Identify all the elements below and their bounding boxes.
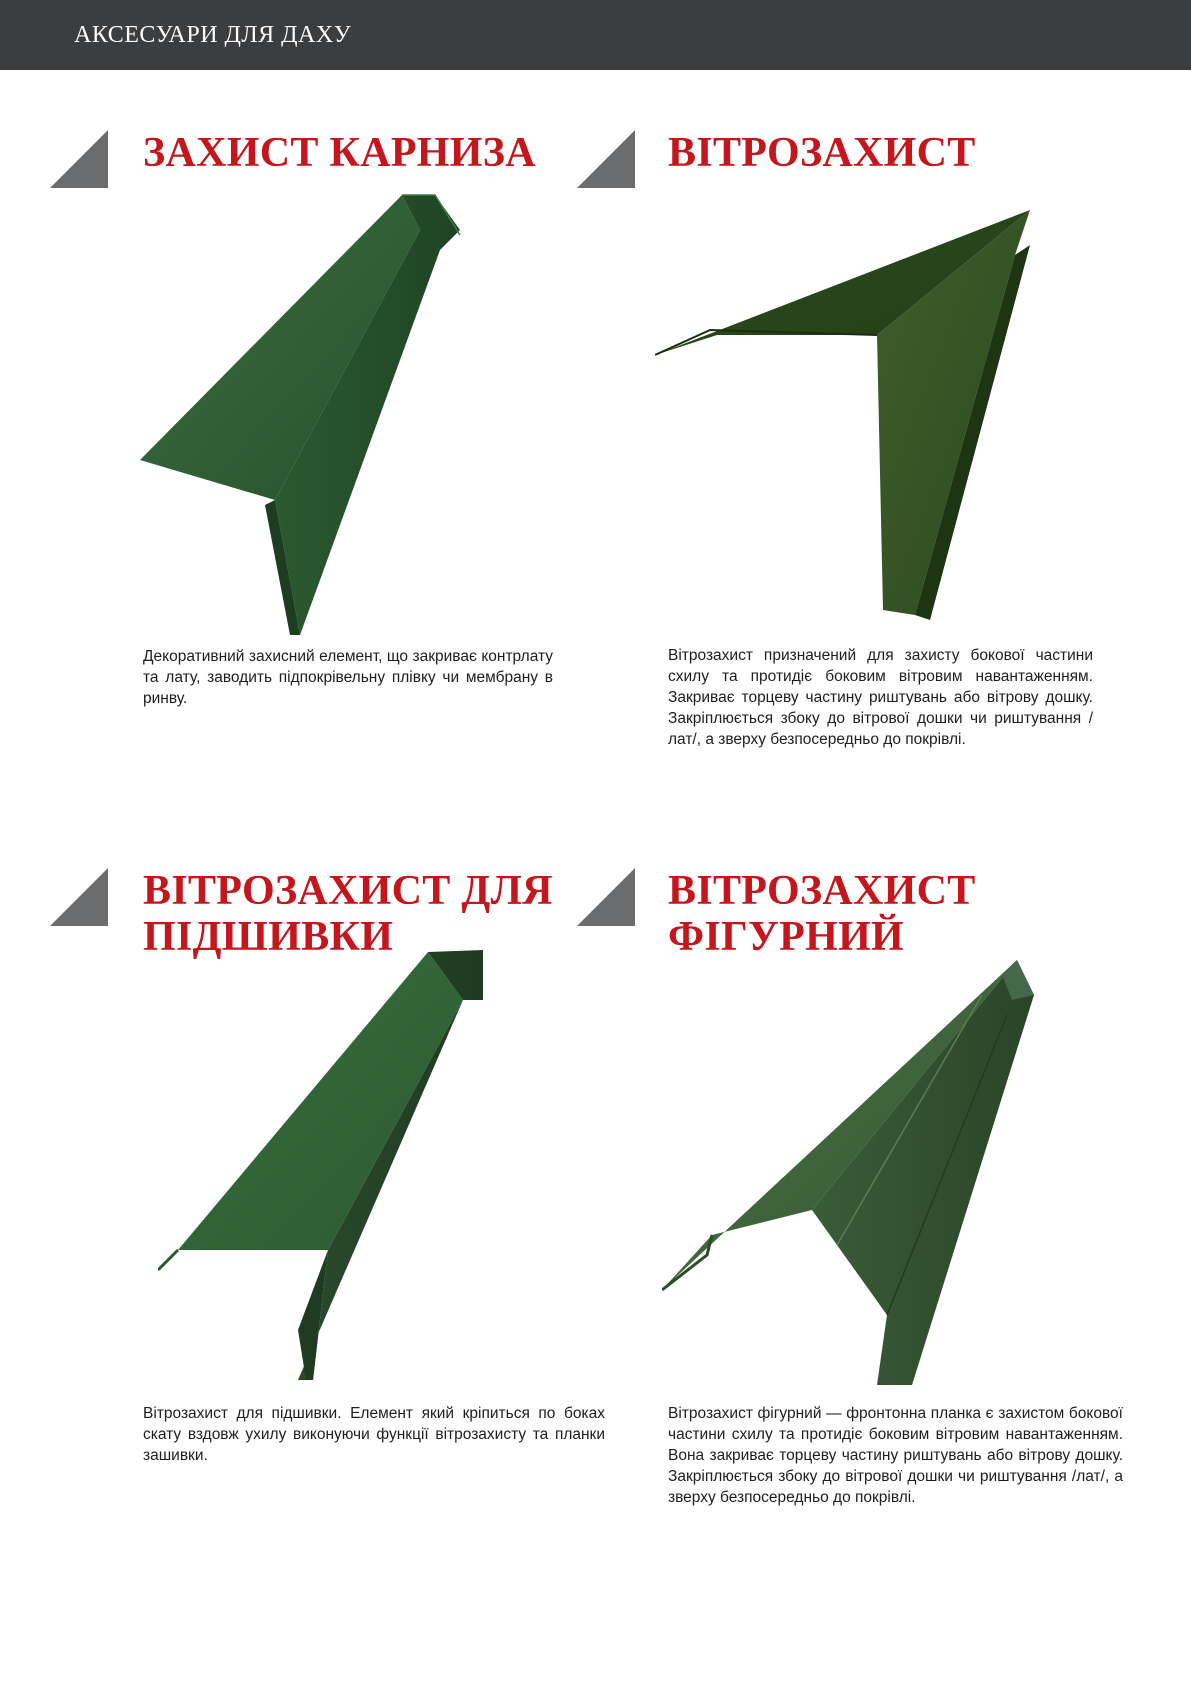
corner-triangle-icon — [50, 868, 108, 926]
soffit-wind-protection-product-image — [158, 950, 488, 1385]
header-bar — [0, 0, 1191, 70]
section-title-soffit-wind-protection: ВІТРОЗАХИСТ ДЛЯ ПІДШИВКИ — [143, 868, 553, 960]
section-title-wind-protection: ВІТРОЗАХИСТ — [668, 130, 976, 176]
corner-triangle-icon — [50, 130, 108, 188]
section-description-wind-protection: Вітрозахист призначений для захисту бокової частини схилу та протидіє боковим вітровим навантаженням. Закриває торцеву частину риштувань або вітрову дошку. Закріплюється збоку до вітрової дошки чи риштування /лат/, а зверху безпосередньо до покрівлі. — [668, 647, 1093, 748]
corner-triangle-icon — [577, 130, 635, 188]
section-description-figured-wind-protection: Вітрозахист фігурний — фронтонна планка є захистом бокової частини схилу та протидіє боковим вітровим навантаженням. Вона закриває торцеву частину риштувань або вітрову дошку. Закріплюється збоку до вітрової дошки чи риштування /лат/, а зверху безпосередньо до покрівлі. — [668, 1405, 1123, 1506]
corner-triangle-icon — [577, 868, 635, 926]
section-title-figured-wind-protection: ВІТРОЗАХИСТ ФІГУРНИЙ — [668, 868, 976, 960]
eaves-protection-product-image — [140, 190, 470, 640]
wind-protection-product-image — [655, 205, 1040, 625]
page-header-title: АКСЕСУАРИ ДЛЯ ДАХУ — [74, 22, 352, 48]
section-description-soffit-wind-protection: Вітрозахист для підшивки. Елемент який кріпиться по боках скату вздовж ухилу виконуючи функції вітрозахисту та планки зашивки. — [143, 1405, 605, 1464]
figured-wind-protection-product-image — [662, 955, 1042, 1390]
section-description-eaves: Декоративний захисний елемент, що закриває контрлату та лату, заводить підпокрівельну плівку чи мембрану в ринву. — [143, 648, 553, 707]
section-title-eaves: ЗАХИСТ КАРНИЗА — [143, 130, 536, 176]
